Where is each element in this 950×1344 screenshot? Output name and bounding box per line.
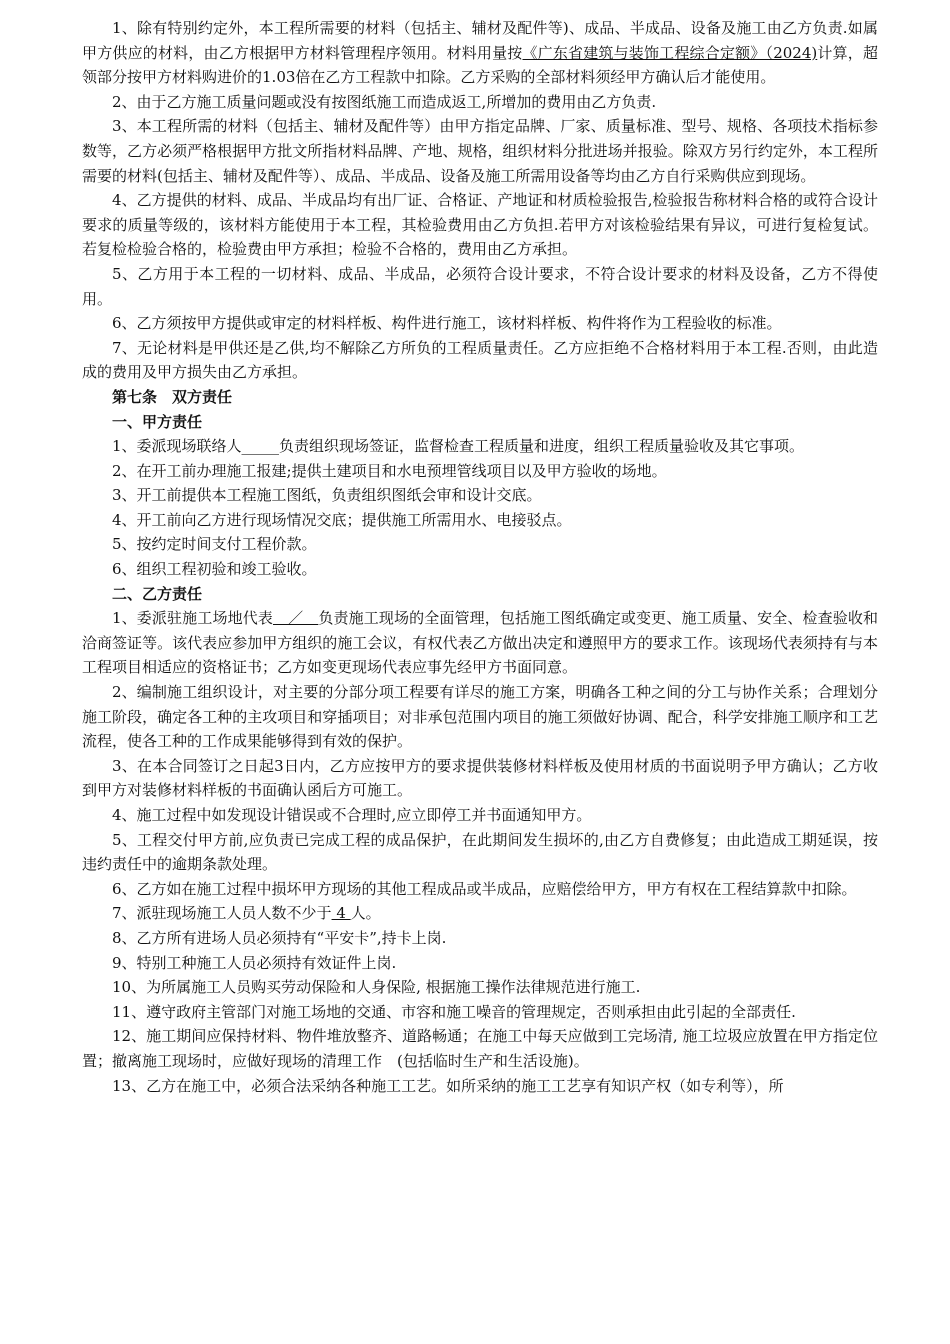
- party-a-item-3: 3、开工前提供本工程施工图纸，负责组织图纸会审和设计交底。: [112, 486, 542, 505]
- clause-text: 1、委派驻施工场地代表: [112, 609, 273, 628]
- party-b-heading: 二、乙方责任: [112, 584, 203, 603]
- clause-text: 计算，超领部分按甲方材料购进价的1.03倍在乙方工程款中扣除。乙方采购的全部材料须经甲方确认后才能使用。: [82, 43, 878, 87]
- party-a-item-4: 4、开工前向乙方进行现场情况交底；提供施工所需用水、电接驳点。: [112, 510, 572, 529]
- party-a-item-5: 5、按约定时间支付工程价款。: [112, 535, 317, 554]
- party-a-item-6: 6、组织工程初验和竣工验收。: [112, 560, 317, 579]
- party-b-item-10: 10、为所属施工人员购买劳动保险和人身保险, 根据施工操作法律规范进行施工.: [112, 978, 641, 997]
- clause-text: 人。: [350, 904, 381, 923]
- clause-text: 7、派驻现场施工人员人数不少于: [112, 904, 332, 923]
- party-a-item-1: [82, 434, 878, 459]
- party-b-item-3: 3、在本合同签订之日起3日内，乙方应按甲方的要求提供装修材料样板及使用材质的书面说明予甲方确认；乙方收到甲方对装修材料样板的书面确认函后方可施工。: [82, 756, 878, 800]
- party-a-item-2: 2、在开工前办理施工报建;提供土建项目和水电预埋管线项目以及甲方验收的场地。: [112, 461, 667, 480]
- party-b-item-7: [82, 901, 878, 926]
- party-b-item-5: 5、工程交付甲方前,应负责已完成工程的成品保护，在此期间发生损坏的,由乙方自费修复；由此造成工期延误，按违约责任中的逾期条款处理。: [82, 830, 878, 874]
- material-clause-1: [82, 16, 878, 90]
- party-b-item-8: 8、乙方所有进场人员必须持有“平安卡”,持卡上岗.: [112, 928, 447, 947]
- party-b-item-11: 11、遵守政府主管部门对施工场地的交通、市容和施工噪音的管理规定，否则承担由此引起的全部责任.: [112, 1002, 796, 1021]
- party-a-heading: 一、甲方责任: [112, 412, 203, 431]
- material-clause-5: 5、乙方用于本工程的一切材料、成品、半成品，必须符合设计要求，不符合设计要求的材料及设备，乙方不得使用。: [82, 264, 878, 308]
- material-clause-2: 2、由于乙方施工质量问题或没有按图纸施工而造成返工,所增加的费用由乙方负责.: [112, 92, 657, 111]
- party-b-item-6: 6、乙方如在施工过程中损坏甲方现场的其他工程成品或半成品，应赔偿给甲方，甲方有权在工程结算款中扣除。: [112, 879, 857, 898]
- party-b-item-9: 9、特别工种施工人员必须持有效证件上岗.: [112, 953, 397, 972]
- quota-standard-reference: 《广东省建筑与装饰工程综合定额》（2024): [522, 43, 818, 62]
- clause-text: 负责组织现场签证，监督检查工程质量和进度，组织工程质量验收及其它事项。: [279, 437, 805, 456]
- party-b-item-12: 12、施工期间应保持材料、物件堆放整齐、道路畅通；在施工中每天应做到工完场清, 施工垃圾应放置在甲方指定位置；撤离施工现场时，应做好现场的清理工作 (包括临时生产和生活设施)。: [82, 1027, 878, 1070]
- material-clause-4: 4、乙方提供的材料、成品、半成品均有出厂证、合格证、产地证和材质检验报告,检验报告称材料合格的或符合设计要求的质量等级的，该材料方能使用于本工程，其检验费用由乙方负担.若甲方对该检验结果有异议，可进行复检复试。若复检检验合格的，检验费由甲方承担；检验不合格的，费用由乙方承担。: [82, 191, 878, 259]
- material-clause-3: 3、本工程所需的材料（包括主、辅材及配件等）由甲方指定品牌、厂家、质量标准、型号、规格、各项技术指标参数等，乙方必须严格根据甲方批文所指材料品牌、产地、规格，组织材料分批进场并报验。除双方另行约定外，本工程所需要的材料(包括主、辅材及配件等）、成品、半成品、设备及施工所需用设备等均由乙方自行采购供应到现场。: [82, 117, 878, 185]
- party-b-item-13: 13、乙方在施工中，必须合法采纳各种施工工艺。如所采纳的施工工艺享有知识产权（如专利等），所: [112, 1076, 784, 1095]
- clause-text: 1、委派现场联络人: [112, 437, 242, 456]
- site-representative-blank: ／: [272, 609, 319, 628]
- party-b-item-1: [82, 606, 878, 680]
- clause-text: 1、除有特别约定外，本工程所需要的材料（包括主、辅材及配件等)、成品、半成品、设备及施工由乙方负责.如属甲方供应的材料，由乙方根据甲方材料管理程序领用。材料用量按: [82, 19, 878, 62]
- clause-text: 负责施工现场的全面管理，包括施工图纸确定或变更、施工质量、安全、检查验收和洽商签证等。该代表应参加甲方组织的施工会议，有权代表乙方做出决定和遵照甲方的要求工作。该现场代表须持有与本工程项目相适应的资格证书；乙方如变更现场代表应事先经甲方书面同意。: [82, 609, 878, 677]
- party-b-item-2: 2、编制施工组织设计，对主要的分部分项工程要有详尽的施工方案，明确各工种之间的分工与协作关系；合理划分施工阶段，确定各工种的主攻项目和穿插项目；对非承包范围内项目的施工须做好协调、配合，科学安排施工顺序和工艺流程，使各工种的工作成果能够得到有效的保护。: [82, 683, 878, 751]
- article-7-title: 第七条 双方责任: [112, 387, 233, 406]
- party-b-item-4: 4、施工过程中如发现设计错误或不合理时,应立即停工并书面通知甲方。: [112, 806, 592, 824]
- contact-person-blank: _____: [241, 437, 280, 456]
- material-clause-6: 6、乙方须按甲方提供或审定的材料样板、构件进行施工，该材料样板、构件将作为工程验收的标准。: [112, 314, 782, 333]
- worker-count-blank: 4: [331, 904, 351, 923]
- material-clause-7: 7、无论材料是甲供还是乙供,均不解除乙方所负的工程质量责任。乙方应拒绝不合格材料用于本工程.否则，由此造成的费用及甲方损失由乙方承担。: [82, 338, 878, 382]
